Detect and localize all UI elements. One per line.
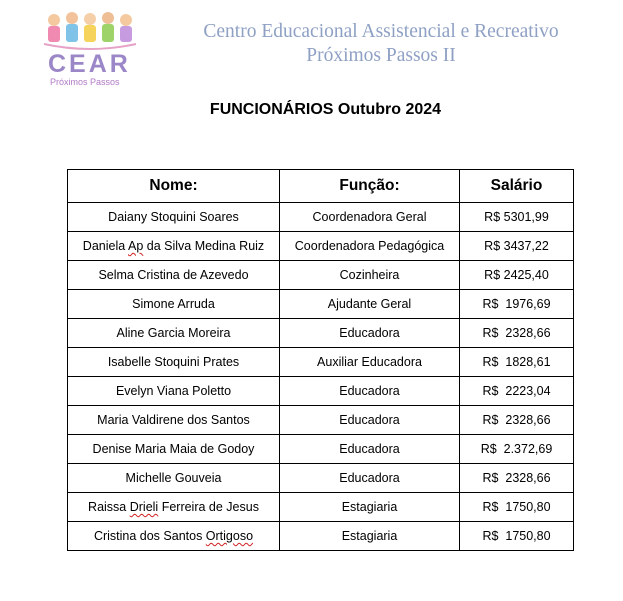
cell-name xyxy=(68,522,280,551)
name-text: da Silva Medina Ruiz xyxy=(143,239,265,253)
name-text: Michelle Gouveia xyxy=(125,471,222,485)
name-text: Isabelle Stoquini Prates xyxy=(107,355,240,369)
cell-salary: R$ 2328,66 xyxy=(460,464,574,493)
cell-name xyxy=(68,203,280,232)
cell-name xyxy=(68,464,280,493)
cell-name xyxy=(68,319,280,348)
cell-name xyxy=(68,493,280,522)
cell-role: Ajudante Geral xyxy=(280,290,460,319)
cell-name xyxy=(68,232,280,261)
name-text: Selma Cristina de Azevedo xyxy=(98,268,249,282)
cear-logo xyxy=(40,10,140,88)
table-row xyxy=(68,319,574,348)
cell-role: Educadora xyxy=(280,406,460,435)
logo-wordmark: CEAR xyxy=(48,50,131,78)
column-header-role: Função: xyxy=(280,170,460,203)
name-text: Daniela xyxy=(82,239,128,253)
table-row xyxy=(68,493,574,522)
cell-name xyxy=(68,435,280,464)
cell-role: Coordenadora Geral xyxy=(280,203,460,232)
name-text: Ferreira de Jesus xyxy=(158,500,259,514)
cell-salary: R$ 1750,80 xyxy=(460,493,574,522)
table-row xyxy=(68,435,574,464)
cell-name xyxy=(68,290,280,319)
name-text: Drieli xyxy=(129,500,159,514)
name-text: Cristina dos Santos xyxy=(93,529,206,543)
staff-table xyxy=(67,169,574,551)
cell-salary: R$ 1750,80 xyxy=(460,522,574,551)
cell-salary: R$ 5301,99 xyxy=(460,203,574,232)
table-row xyxy=(68,406,574,435)
table-body xyxy=(68,203,574,551)
table-row xyxy=(68,464,574,493)
name-text: Aline Garcia Moreira xyxy=(116,326,231,340)
cell-role: Educadora xyxy=(280,319,460,348)
cell-role: Educadora xyxy=(280,435,460,464)
logo-subtitle: Próximos Passos xyxy=(50,77,120,87)
cell-name xyxy=(68,261,280,290)
cell-salary: R$ 2425,40 xyxy=(460,261,574,290)
organization-name xyxy=(186,20,576,68)
name-text: Denise Maria Maia de Godoy xyxy=(92,442,255,456)
cell-role: Estagiaria xyxy=(280,493,460,522)
cell-role: Cozinheira xyxy=(280,261,460,290)
cell-role: Estagiaria xyxy=(280,522,460,551)
name-text: Daiany Stoquini Soares xyxy=(108,210,239,224)
cell-name xyxy=(68,406,280,435)
column-header-name: Nome: xyxy=(68,170,280,203)
cell-role: Educadora xyxy=(280,464,460,493)
cell-role: Educadora xyxy=(280,377,460,406)
column-header-salary: Salário xyxy=(460,170,574,203)
org-name-line2: Próximos Passos II xyxy=(306,45,456,66)
name-text: Evelyn Viana Poletto xyxy=(115,384,232,398)
name-text: Simone Arruda xyxy=(132,297,215,311)
cell-name xyxy=(68,377,280,406)
cell-salary: R$ 2223,04 xyxy=(460,377,574,406)
table-row xyxy=(68,522,574,551)
name-text: Ap xyxy=(127,239,144,253)
cell-name xyxy=(68,348,280,377)
name-text: Maria Valdirene dos Santos xyxy=(97,413,250,427)
table-header-row xyxy=(68,170,574,203)
cell-salary: R$ 3437,22 xyxy=(460,232,574,261)
cell-salary: R$ 1976,69 xyxy=(460,290,574,319)
table-row xyxy=(68,348,574,377)
table-row xyxy=(68,232,574,261)
cell-role: Coordenadora Pedagógica xyxy=(280,232,460,261)
org-name-line1: Centro Educacional Assistencial e Recreativo xyxy=(203,21,559,42)
name-text: Raissa xyxy=(88,500,130,514)
table-row xyxy=(68,377,574,406)
cell-role: Auxiliar Educadora xyxy=(280,348,460,377)
cell-salary: R$ 1828,61 xyxy=(460,348,574,377)
cell-salary: R$ 2328,66 xyxy=(460,406,574,435)
name-text: Ortigoso xyxy=(205,529,254,543)
document-title: FUNCIONÁRIOS Outubro 2024 xyxy=(209,101,442,118)
children-illustration-icon xyxy=(40,10,140,54)
table-row xyxy=(68,290,574,319)
cell-salary: R$ 2.372,69 xyxy=(460,435,574,464)
table-row xyxy=(68,261,574,290)
cell-salary: R$ 2328,66 xyxy=(460,319,574,348)
table-row xyxy=(68,203,574,232)
